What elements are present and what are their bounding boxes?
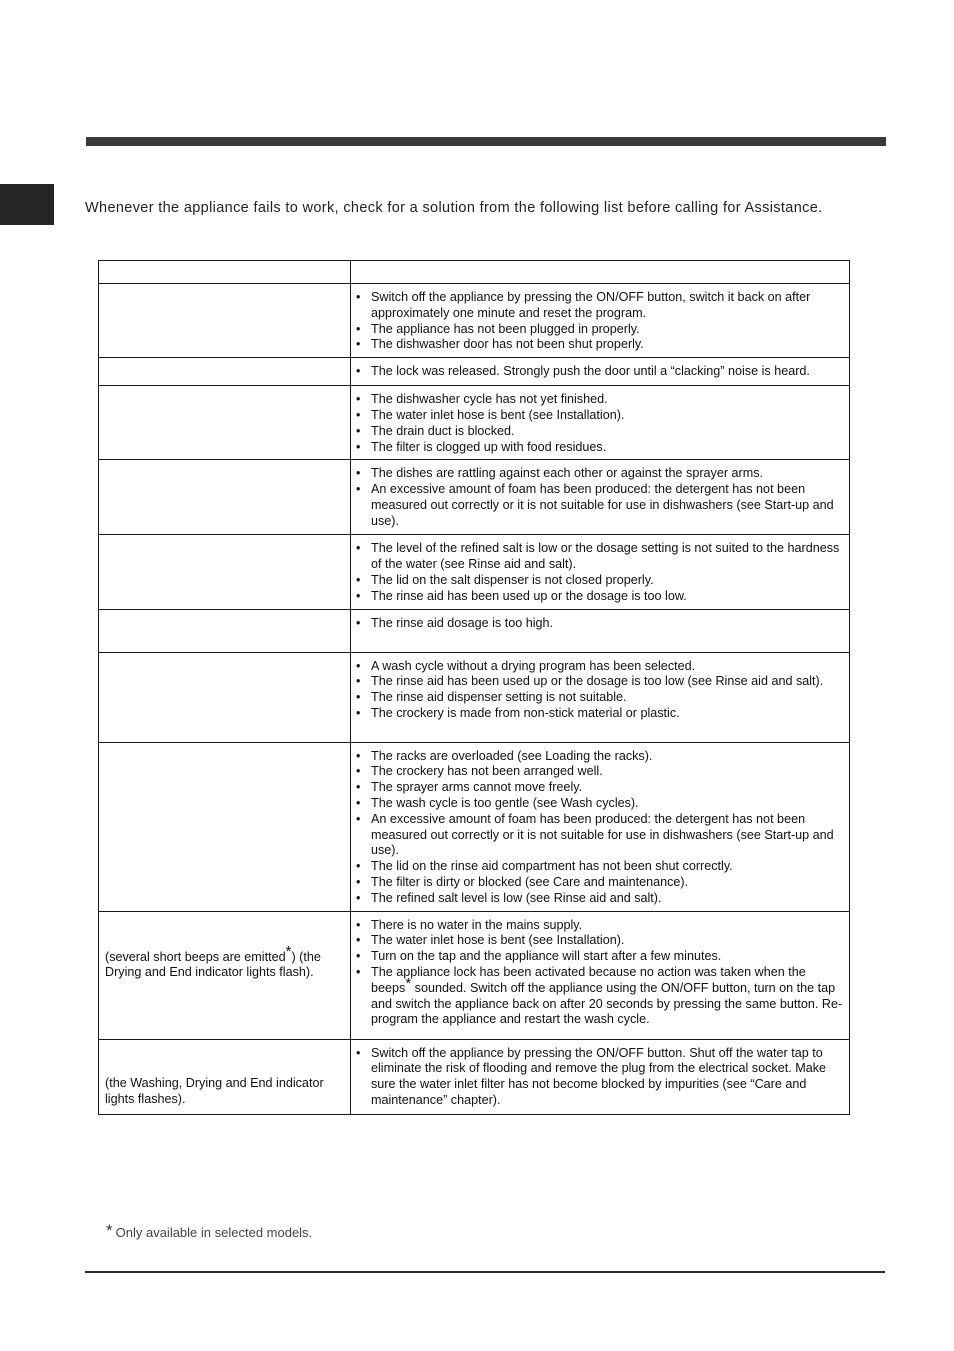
list-item: • The filter is clogged up with food residues. [355,440,843,456]
list-item: • The water inlet hose is bent (see Installation). [355,408,843,424]
list-item: • Switch off the appliance by pressing the ON/OFF button, switch it back on after approximately one minute and reset the program. [355,290,843,322]
solution-list [355,541,843,604]
list-item: • The lock was released. Strongly push the door until a “clacking” noise is heard. [355,364,843,380]
problem-cell: (the Washing, Drying and End indicator lights flashes). [99,1039,351,1114]
list-item: • The rinse aid dosage is too high. [355,616,843,632]
problem-cell [99,742,351,911]
list-item [355,965,843,1028]
list-item: • The dishes are rattling against each other or against the sprayer arms. [355,466,843,482]
troubleshooting-table [98,260,850,1115]
footnote-text: Only available in selected models. [115,1225,313,1240]
problem-cell [99,652,351,742]
table-row [99,609,850,652]
table-row [99,358,850,386]
problem-cell [99,460,351,535]
solution-list [355,466,843,529]
list-item: • Switch off the appliance by pressing the ON/OFF button. Shut off the water tap to eliminate the risk of flooding and remove the plug from the electrical socket. Make sure the water inlet filter has not become blocked by impurities (see “Care and maintenance” chapter). [355,1046,843,1109]
solution-list [355,392,843,455]
solution-cell [351,535,850,609]
list-item: • An excessive amount of foam has been produced: the detergent has not been measured out correctly or it is not suitable for use in dishwashers (see Start-up and use). [355,812,843,859]
problem-cell [99,284,351,358]
table-row [99,911,850,1039]
solution-cell [351,1039,850,1114]
list-item: • There is no water in the mains supply. [355,918,843,934]
header-problem-cell [99,261,351,284]
list-item: • The crockery has not been arranged well. [355,764,843,780]
asterisk-mark: * [285,943,292,961]
list-item: • The drain duct is blocked. [355,424,843,440]
list-item: • The appliance has not been plugged in properly. [355,322,843,338]
problem-cell [99,535,351,609]
list-item: • The water inlet hose is bent (see Installation). [355,933,843,949]
list-item: • The level of the refined salt is low or the dosage setting is not suited to the hardness of the water (see Rinse aid and salt). [355,541,843,573]
list-item: • The sprayer arms cannot move freely. [355,780,843,796]
solution-list [355,749,843,907]
list-item: • The racks are overloaded (see Loading the racks). [355,749,843,765]
table-row [99,652,850,742]
problem-cell [99,386,351,460]
language-tab-marker [0,184,54,225]
asterisk-mark: * [405,974,412,992]
intro-paragraph: Whenever the appliance fails to work, check for a solution from the following list before calling for Assistance. [85,199,823,216]
solution-cell [351,460,850,535]
solution-list [355,364,843,380]
list-item: • The lid on the rinse aid compartment has not been shut correctly. [355,859,843,875]
list-item: • The rinse aid has been used up or the dosage is too low. [355,589,843,605]
list-item: • An excessive amount of foam has been produced: the detergent has not been measured out correctly or it is not suitable for use in dishwashers (see Start-up and use). [355,482,843,529]
table-row [99,386,850,460]
list-item: • The lid on the salt dispenser is not closed properly. [355,573,843,589]
list-item: • Turn on the tap and the appliance will start after a few minutes. [355,949,843,965]
solution-cell [351,284,850,358]
solution-cell [351,386,850,460]
list-item: • The refined salt level is low (see Rinse aid and salt). [355,891,843,907]
solution-list [355,1046,843,1109]
problem-text: (several short beeps are emitted [105,949,286,964]
asterisk-mark: * [106,1221,113,1240]
footer-rule [85,1271,885,1273]
solution-list [355,918,843,1029]
list-item: • The wash cycle is too gentle (see Wash cycles). [355,796,843,812]
table-header-row [99,261,850,284]
list-item: • A wash cycle without a drying program has been selected. [355,659,843,675]
header-rule [86,137,886,146]
problem-cell [99,911,351,1039]
table-row [99,284,850,358]
list-item: • The rinse aid has been used up or the dosage is too low (see Rinse aid and salt). [355,674,843,690]
table-row [99,535,850,609]
solution-list [355,290,843,353]
list-item: • The rinse aid dispenser setting is not suitable. [355,690,843,706]
list-item: • The dishwasher cycle has not yet finished. [355,392,843,408]
solution-list [355,616,843,632]
solution-cell [351,609,850,652]
problem-cell [99,609,351,652]
table-row [99,742,850,911]
solution-cell [351,742,850,911]
table-row [99,1039,850,1114]
list-item: • The filter is dirty or blocked (see Care and maintenance). [355,875,843,891]
problem-cell [99,358,351,386]
solution-cell [351,358,850,386]
list-item: • The crockery is made from non-stick material or plastic. [355,706,843,722]
solution-text: sounded. Switch off the appliance using the ON/OFF button, turn on the tap and switch the appliance back on after 20 seconds by pressing the same button. Re-program the appliance and restart the wash cycle. [371,980,843,1027]
header-solution-cell [351,261,850,284]
solution-cell [351,652,850,742]
solution-text: The appliance lock has been activated because no action was taken when the beeps [371,964,806,995]
list-item: • The dishwasher door has not been shut properly. [355,337,843,353]
solution-cell [351,911,850,1039]
problem-text: ) (the Drying and End indicator lights flash). [105,949,321,980]
footnote [106,1222,312,1242]
table-row [99,460,850,535]
solution-list [355,659,843,722]
